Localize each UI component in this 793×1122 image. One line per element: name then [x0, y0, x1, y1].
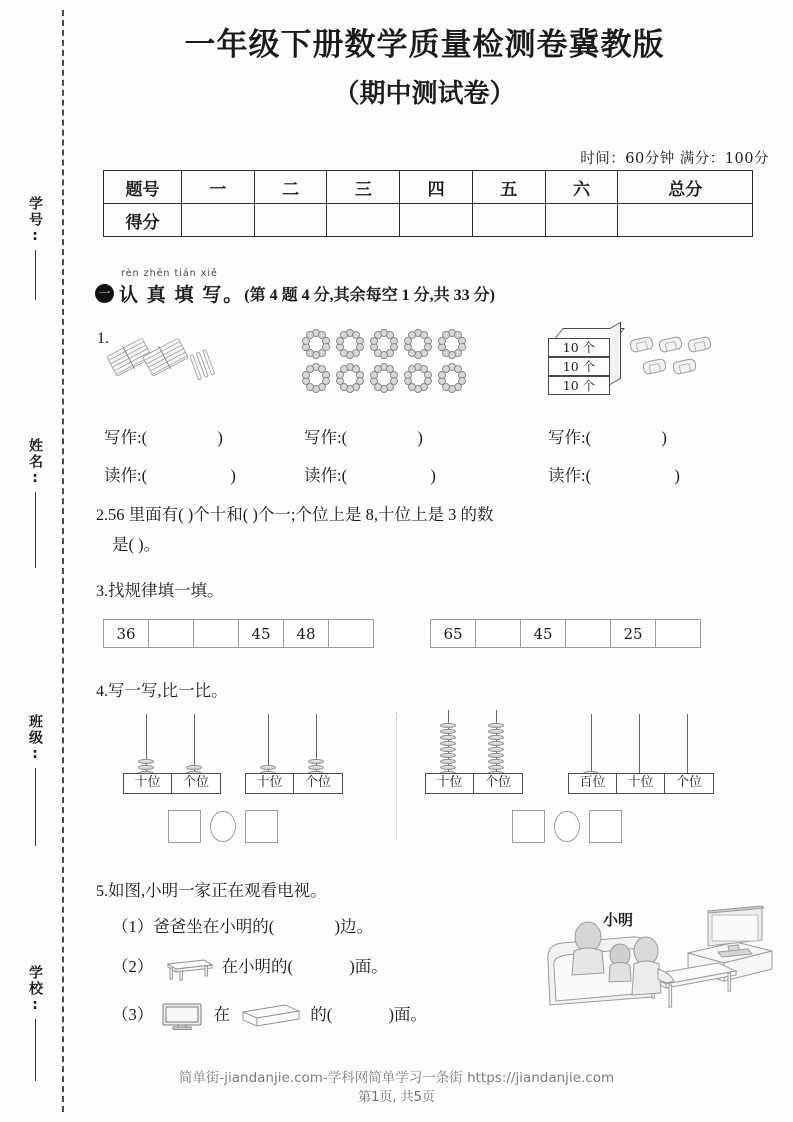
- question-2: [96, 500, 786, 531]
- score-row-label-points: 得分: [104, 204, 182, 237]
- q4-divider: [396, 712, 397, 840]
- q1-read-text-2: 读作:(: [304, 466, 348, 485]
- score-col-total: 总分: [618, 171, 753, 204]
- q5-sub1-text-a: （1）爸爸坐在小明的(: [112, 917, 275, 936]
- box-label-1: 10 个: [548, 338, 610, 357]
- abacus-bead: [138, 759, 154, 765]
- section-points: (第 4 题 4 分,其余每空 1 分,共 33 分): [244, 287, 495, 304]
- seq-left-cell-5[interactable]: 48: [284, 620, 329, 648]
- exam-info: 时间：60分钟 满分：100分: [580, 151, 769, 167]
- q1-write-close-2: ): [417, 428, 423, 447]
- score-col-3: 三: [327, 171, 400, 204]
- seal-write-line: [35, 250, 36, 300]
- bead-icon: [374, 331, 382, 339]
- bead-icon: [306, 365, 314, 373]
- q5-sub2-text-a: （2）: [112, 957, 154, 976]
- q5-sub3-text-a: （3）: [112, 1005, 154, 1024]
- section-pinyin: rèn zhēn tián xiě: [121, 268, 218, 279]
- abacus-rod-hundreds: [591, 714, 592, 776]
- score-cell-5[interactable]: [472, 204, 545, 237]
- bead-ring-icon: [302, 330, 332, 360]
- seal-write-line: [35, 768, 36, 846]
- seq-right-cell-1[interactable]: 65: [431, 620, 476, 648]
- bead-ring-icon: [438, 330, 468, 360]
- seq-right-cell-3[interactable]: 45: [521, 620, 566, 648]
- q5-sub3-text-b: 在: [213, 1005, 230, 1024]
- page-subtitle: （期中测试卷）: [333, 78, 516, 109]
- question-4-number: 4.: [96, 683, 108, 700]
- sequence-table-right[interactable]: [430, 619, 701, 648]
- seq-right-cell-6[interactable]: [656, 620, 701, 648]
- compare-circle-right[interactable]: [554, 811, 580, 842]
- abacus-bead: [488, 759, 504, 765]
- abacus-bead: [488, 741, 504, 747]
- table-row: [431, 620, 701, 648]
- q1-read-label-3[interactable]: [548, 462, 680, 486]
- q1-write-text-3: 写作:(: [548, 428, 592, 447]
- bead-ring-icon: [404, 364, 434, 394]
- bead-icon: [442, 331, 450, 339]
- bead-ring-icon: [404, 330, 434, 360]
- abacus-1-labels: [123, 773, 221, 794]
- sticks-illustration: [104, 326, 219, 402]
- seal-field-student-id[interactable]: [18, 196, 52, 300]
- abacus-bead: [186, 765, 202, 771]
- score-cell-3[interactable]: [327, 204, 400, 237]
- place-label-ones: 个位: [484, 775, 511, 790]
- seq-right-cell-5[interactable]: 25: [611, 620, 656, 648]
- footer-page-number: 第1页, 共5页: [358, 1090, 435, 1105]
- bead-rings-illustration: [302, 330, 468, 398]
- answer-box-right-2[interactable]: [589, 810, 622, 843]
- q1-write-label-2[interactable]: [304, 424, 423, 448]
- q1-read-label-2[interactable]: [304, 462, 436, 486]
- section-title: 认 真 填 写。: [119, 285, 245, 306]
- place-label-ones: 个位: [304, 775, 331, 790]
- abacus-4-labels: [568, 773, 714, 794]
- abacus-1: [123, 712, 223, 794]
- box-label-3: 10 个: [548, 376, 610, 395]
- question-1-number: 1.: [97, 330, 109, 347]
- abacus-bead: [488, 747, 504, 753]
- abacus-bead: [440, 765, 456, 771]
- abacus-2: [245, 712, 345, 794]
- question-5-sub1[interactable]: [112, 912, 373, 942]
- abacus-bead: [440, 723, 456, 729]
- seq-left-cell-1[interactable]: 36: [104, 620, 149, 648]
- score-cell-6[interactable]: [545, 204, 618, 237]
- seal-label-student-id: 学号:: [27, 196, 43, 246]
- eraser-icon: [672, 358, 697, 375]
- abacus-bead: [440, 759, 456, 765]
- abacus-bead: [440, 741, 456, 747]
- abacus-bead: [488, 729, 504, 735]
- bead-ring-icon: [370, 364, 400, 394]
- tv-cabinet-icon: [237, 1002, 303, 1030]
- q1-read-label-1[interactable]: [104, 462, 236, 486]
- abacus-bead: [488, 753, 504, 759]
- abacus-rod-ones: [687, 714, 688, 776]
- living-room-scene-icon: [540, 893, 780, 1015]
- score-col-6: 六: [545, 171, 618, 204]
- score-cell-2[interactable]: [254, 204, 327, 237]
- abacus-bead: [138, 765, 154, 771]
- question-5-number: 5.: [96, 883, 108, 900]
- box-label-2: 10 个: [548, 357, 610, 376]
- abacus-3: [425, 712, 525, 794]
- bead-ring-row: [302, 364, 468, 394]
- q1-write-text-2: 写作:(: [304, 428, 348, 447]
- seq-right-cell-4[interactable]: [566, 620, 611, 648]
- compare-row-left: [168, 810, 278, 843]
- question-3-number: 3.: [96, 583, 108, 600]
- margin-seal-strip: [0, 0, 72, 1122]
- abacus-4: [568, 712, 718, 794]
- coffee-table-icon: [160, 955, 214, 981]
- score-row-label-number: 题号: [104, 171, 182, 204]
- seq-right-cell-2[interactable]: [476, 620, 521, 648]
- question-3: [96, 576, 224, 607]
- seq-left-cell-6[interactable]: [329, 620, 374, 648]
- q1-read-close-2: ): [430, 466, 436, 485]
- eraser-icon: [642, 358, 667, 375]
- bead-icon: [340, 331, 348, 339]
- page-title: 一年级下册数学质量检测卷冀教版: [184, 27, 665, 63]
- question-2-number: 2.: [96, 507, 108, 524]
- q5-sub2-text-c: )面。: [349, 957, 388, 976]
- abacus-3-labels: [425, 773, 523, 794]
- place-label-ones: 个位: [182, 775, 209, 790]
- abacus-rod-tens: [639, 714, 640, 776]
- table-row-scores: [104, 204, 753, 237]
- question-5-sub3[interactable]: [112, 1000, 427, 1031]
- scene-label-xiaoming: 小明: [603, 911, 634, 929]
- eraser-icon: [629, 336, 654, 353]
- abacus-bead: [440, 729, 456, 735]
- score-col-1: 一: [182, 171, 255, 204]
- seal-write-line: [35, 492, 36, 568]
- score-col-4: 四: [400, 171, 473, 204]
- q1-read-text-1: 读作:(: [104, 466, 148, 485]
- footer-watermark: 简单街-jiandanjie.com-学科网简单学习一条街 https://jiandanjie.com: [178, 1070, 615, 1086]
- bead-ring-icon: [438, 364, 468, 394]
- score-col-5: 五: [472, 171, 545, 204]
- score-col-2: 二: [254, 171, 327, 204]
- question-3-text: 找规律填一填。: [108, 581, 224, 600]
- bead-icon: [408, 331, 416, 339]
- seal-label-name: 姓名:: [27, 438, 43, 488]
- question-2-line1[interactable]: 56 里面有( )个十和( )个一;个位上是 8,十位上是 3 的数: [108, 505, 494, 524]
- q1-write-close-1: ): [217, 428, 223, 447]
- question-5-text: 如图,小明一家正在观看电视。: [108, 881, 327, 900]
- bead-ring-icon: [370, 330, 400, 360]
- bead-icon: [442, 365, 450, 373]
- abacus-bead: [488, 735, 504, 741]
- seq-left-cell-4[interactable]: 45: [239, 620, 284, 648]
- q5-sub3-text-d: )面。: [388, 1005, 427, 1024]
- question-5-sub2[interactable]: [112, 952, 388, 982]
- question-4-text: 写一写,比一比。: [108, 681, 228, 700]
- q5-sub3-text-c: 的(: [310, 1005, 333, 1024]
- bead-icon: [408, 365, 416, 373]
- answer-box-left-1[interactable]: [168, 810, 201, 843]
- table-row: [104, 620, 374, 648]
- abacus-bead: [440, 735, 456, 741]
- television-icon: [160, 1001, 206, 1031]
- section-one-header: [95, 268, 755, 307]
- boxes-illustration: [548, 328, 610, 395]
- score-table: [103, 170, 753, 237]
- eraser-icon: [687, 336, 712, 353]
- page-footer: [0, 1068, 793, 1108]
- place-label-tens: 十位: [617, 774, 665, 793]
- score-cell-4[interactable]: [400, 204, 473, 237]
- abacus-bead: [308, 759, 324, 765]
- abacus-bead: [308, 765, 324, 771]
- q1-write-label-3[interactable]: [548, 424, 667, 448]
- eraser-icon: [658, 336, 683, 353]
- sequence-table-left[interactable]: [103, 619, 374, 648]
- abacus-bead: [488, 723, 504, 729]
- place-label-ones: 个位: [675, 775, 702, 790]
- table-row-headers: [104, 171, 753, 204]
- seal-label-class: 班级:: [27, 714, 43, 764]
- q1-read-text-3: 读作:(: [548, 466, 592, 485]
- place-label-tens: 十位: [124, 774, 172, 793]
- bead-ring-icon: [336, 330, 366, 360]
- section-number-badge: 一: [95, 284, 114, 303]
- abacus-bead: [260, 765, 276, 771]
- answer-box-left-2[interactable]: [245, 810, 278, 843]
- q1-read-close-1: ): [230, 466, 236, 485]
- seal-field-school[interactable]: [18, 965, 52, 1081]
- bead-icon: [306, 331, 314, 339]
- abacus-bead: [440, 753, 456, 759]
- seal-field-name[interactable]: [18, 438, 52, 568]
- bead-ring-icon: [336, 364, 366, 394]
- question-2-line2[interactable]: 是( )。: [112, 535, 161, 554]
- score-cell-total[interactable]: [618, 204, 753, 237]
- sticks-icon: [104, 326, 219, 388]
- bead-icon: [340, 365, 348, 373]
- seq-left-cell-3[interactable]: [194, 620, 239, 648]
- family-watching-tv-illustration: [540, 893, 780, 1015]
- place-label-hundreds: 百位: [569, 774, 617, 793]
- page-title-block: [72, 26, 777, 110]
- abacus-bead: [440, 747, 456, 753]
- box-side-face: [610, 322, 621, 385]
- seal-dashed-line: [62, 10, 64, 1112]
- q1-write-label-1[interactable]: [104, 424, 223, 448]
- q1-write-close-3: ): [661, 428, 667, 447]
- place-label-tens: 十位: [426, 774, 474, 793]
- score-cell-1[interactable]: [182, 204, 255, 237]
- q5-sub1-text-b: )边。: [334, 917, 373, 936]
- place-label-tens: 十位: [246, 774, 294, 793]
- q1-read-close-3: ): [674, 466, 680, 485]
- loose-erasers-group: [630, 334, 730, 394]
- bead-icon: [374, 365, 382, 373]
- bead-ring-row: [302, 330, 468, 360]
- answer-box-right-1[interactable]: [512, 810, 545, 843]
- compare-row-right: [512, 810, 622, 843]
- bead-ring-icon: [302, 364, 332, 394]
- seq-left-cell-2[interactable]: [149, 620, 194, 648]
- compare-circle-left[interactable]: [210, 811, 236, 842]
- seal-field-class[interactable]: [18, 714, 52, 846]
- question-4: [96, 676, 228, 707]
- question-5: [96, 876, 327, 907]
- abacus-2-labels: [245, 773, 343, 794]
- seal-label-school: 学校:: [27, 965, 43, 1015]
- q5-sub2-text-b: 在小明的(: [221, 957, 293, 976]
- abacus-bead: [488, 765, 504, 771]
- q1-write-text-1: 写作:(: [104, 428, 148, 447]
